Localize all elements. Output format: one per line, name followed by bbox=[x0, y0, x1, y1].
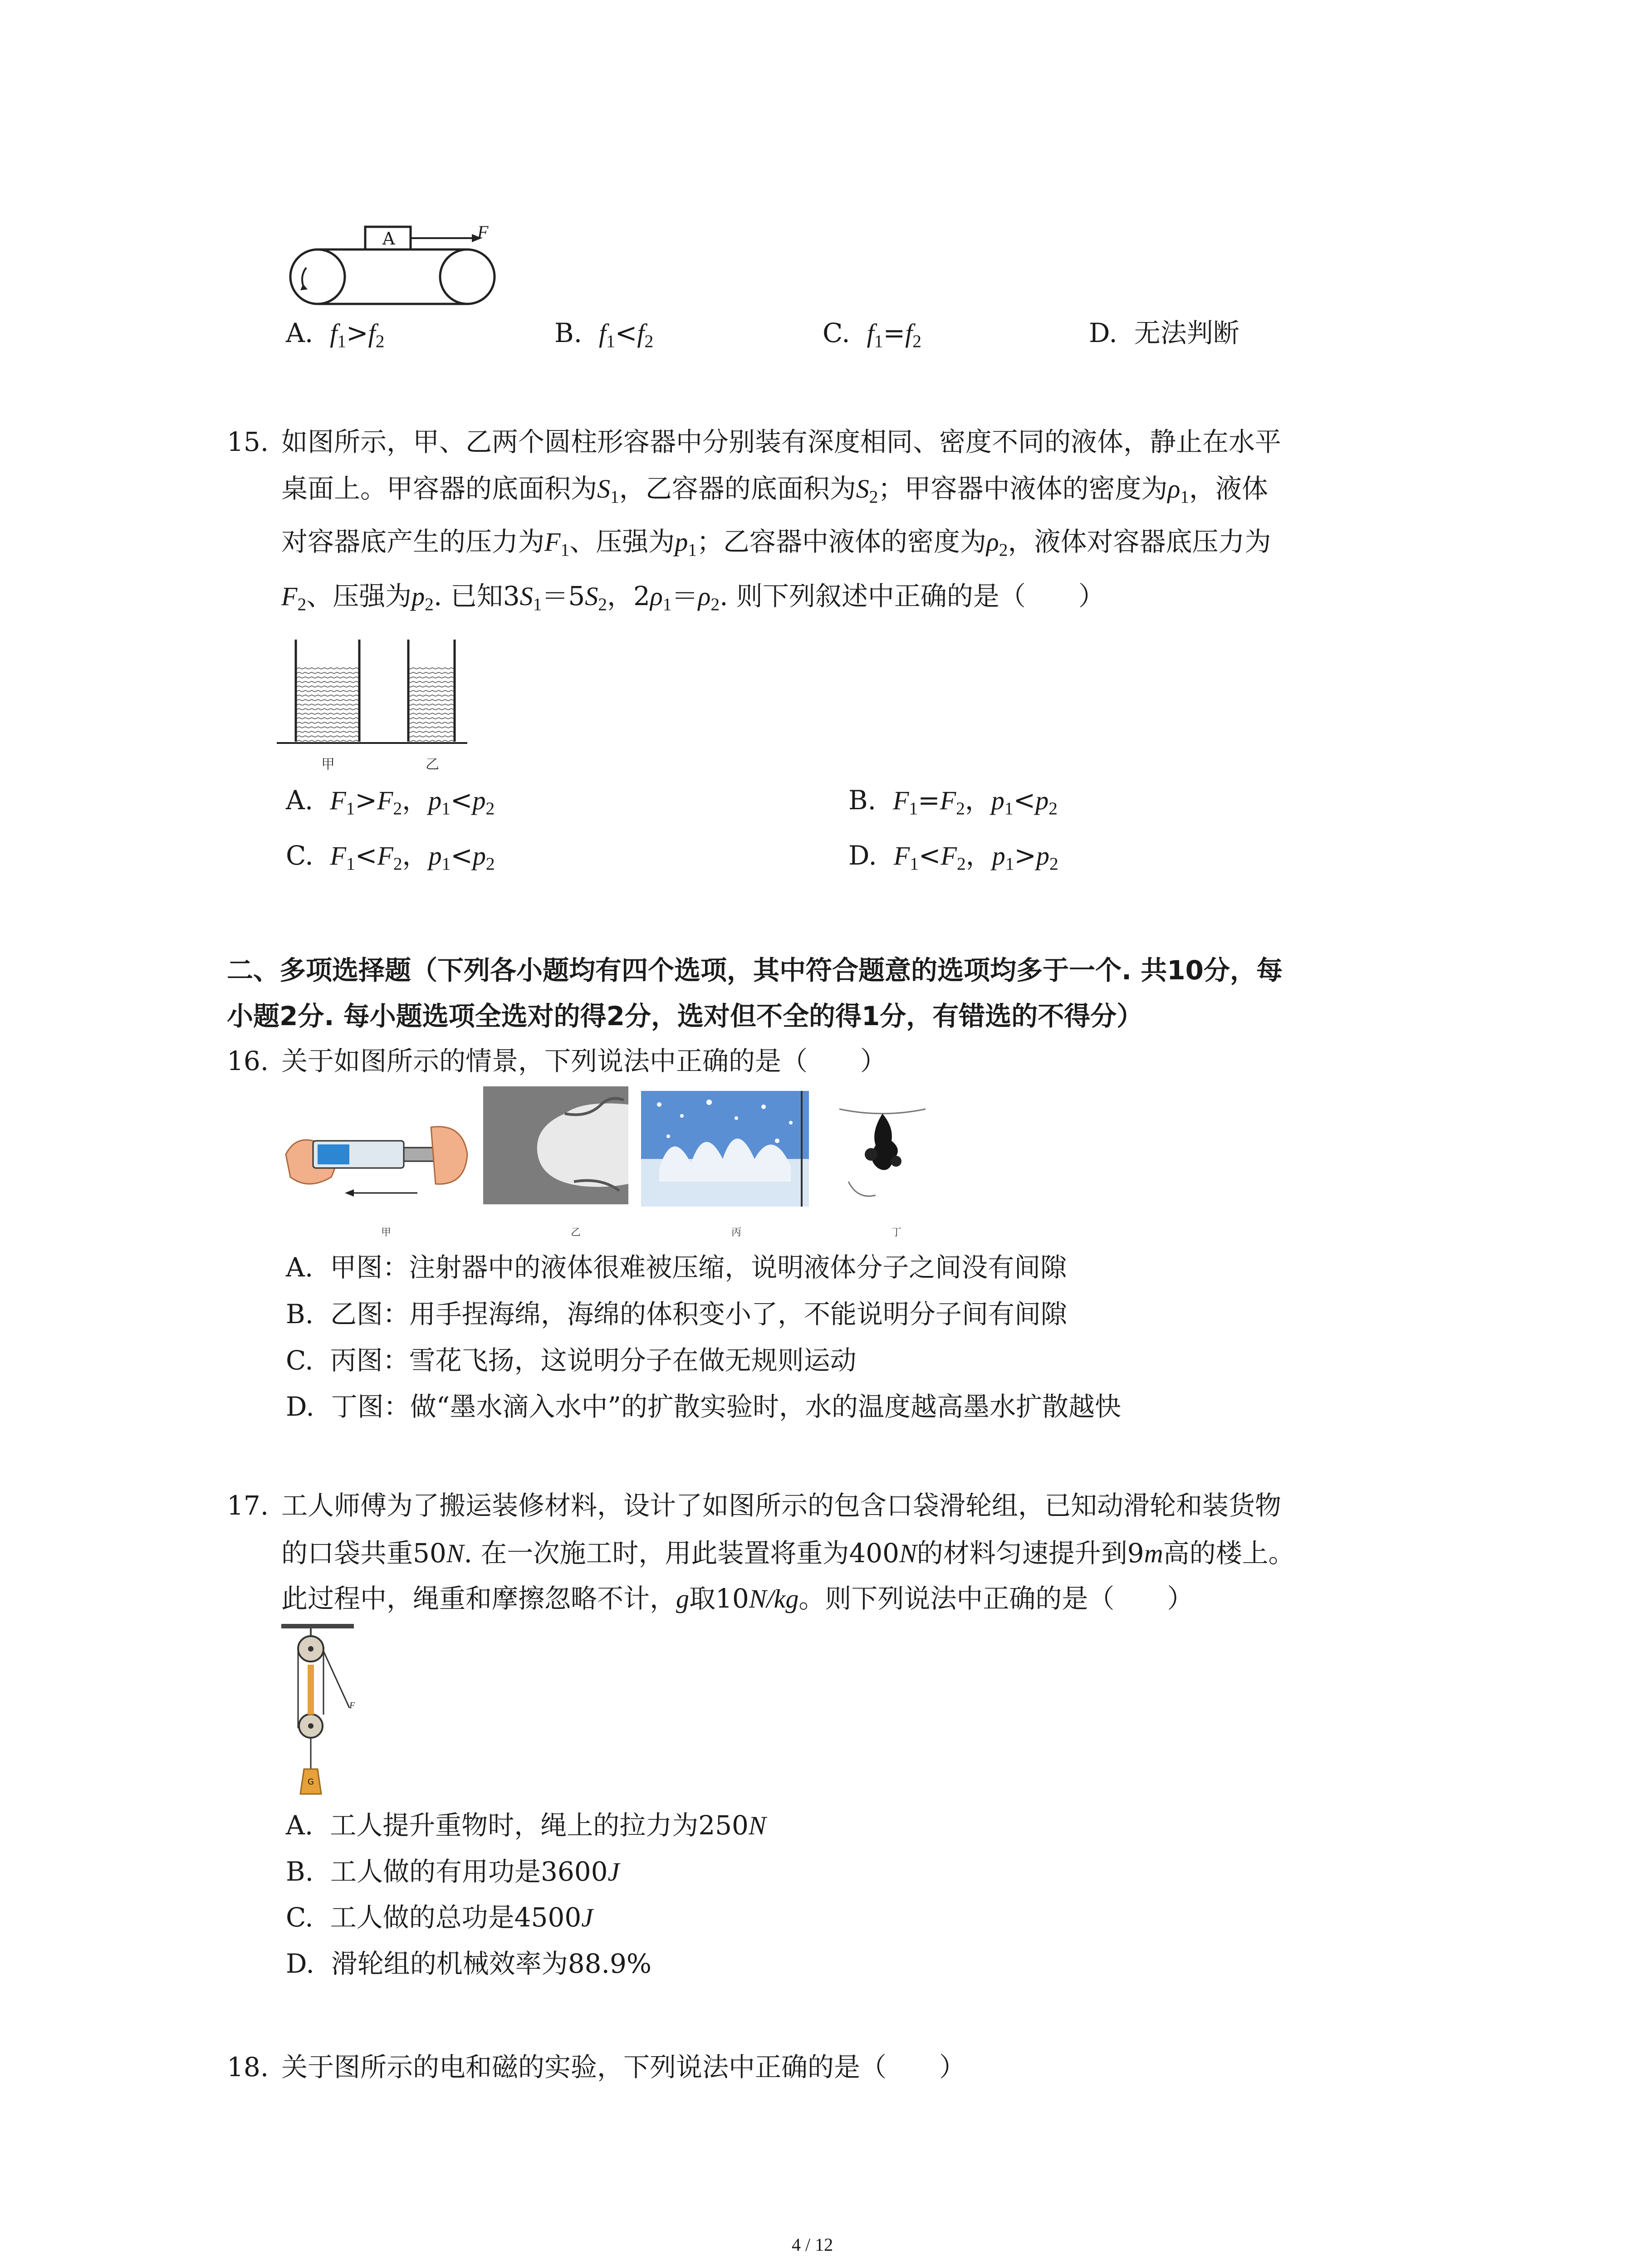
option-letter: C. bbox=[286, 1902, 314, 1933]
option-letter: C. bbox=[823, 318, 850, 348]
section2-heading-line-2: 小题2分. 每小题选项全选对的得2分，选对但不全的得1分，有错选的不得分） bbox=[227, 1001, 1143, 1031]
syringe-image bbox=[281, 1091, 472, 1204]
q16-option-c[interactable]: C. 丙图：雪花飞扬，这说明分子在做无规则运动 bbox=[286, 1345, 857, 1376]
q18-number: 18. bbox=[227, 2052, 269, 2082]
q15-line-4: F2、压强为p2. 已知3S1＝5S2，2ρ1＝ρ2. 则下列叙述中正确的是（ ） bbox=[281, 581, 1105, 615]
container-label-jia: 甲 bbox=[321, 757, 335, 772]
q17-option-c[interactable]: C. 工人做的总功是4500J bbox=[286, 1902, 593, 1933]
q14-option-b[interactable]: B. f1<f2 bbox=[554, 318, 654, 352]
ink-diffusion-image bbox=[830, 1091, 935, 1207]
q16-option-a[interactable]: A. 甲图：注射器中的液体很难被压缩，说明液体分子之间没有间隙 bbox=[286, 1252, 1067, 1283]
q16-stem: 关于如图所示的情景，下列说法中正确的是（ ） bbox=[281, 1046, 887, 1076]
q15-line-2: 桌面上。甲容器的底面积为S1，乙容器的底面积为S2；甲容器中液体的密度为ρ1，液体 bbox=[281, 473, 1269, 507]
option-letter: C. bbox=[286, 1345, 314, 1376]
option-letter: A. bbox=[286, 1810, 314, 1841]
q15-option-d[interactable]: D. F1<F2，p1>p2 bbox=[848, 840, 1058, 874]
q17-option-b[interactable]: B. 工人做的有用功是3600J bbox=[286, 1856, 620, 1887]
option-letter: A. bbox=[286, 1252, 314, 1283]
option-letter: D. bbox=[848, 840, 877, 871]
q17-option-d[interactable]: D. 滑轮组的机械效率为88.9% bbox=[286, 1948, 652, 1979]
fig-label-yi: 乙 bbox=[571, 1227, 581, 1238]
fig-label-bing: 丙 bbox=[731, 1227, 742, 1238]
force-f-label: F bbox=[477, 222, 489, 242]
q16-number: 16. bbox=[227, 1046, 269, 1076]
q14-option-c[interactable]: C. f1=f2 bbox=[823, 318, 921, 352]
q16-option-b[interactable]: B. 乙图：用手捏海绵，海绵的体积变小了，不能说明分子间有间隙 bbox=[286, 1299, 1067, 1330]
q15-option-a[interactable]: A. F1>F2，p1<p2 bbox=[286, 785, 495, 819]
pulley-weight-label: G bbox=[308, 1777, 314, 1787]
option-letter: C. bbox=[286, 840, 314, 871]
q17-line-1: 工人师傅为了搬运装修材料，设计了如图所示的包含口袋滑轮组，已知动滑轮和装货物 bbox=[281, 1490, 1282, 1521]
q17-option-a[interactable]: A. 工人提升重物时，绳上的拉力为250N bbox=[286, 1810, 766, 1841]
containers-figure bbox=[277, 635, 467, 748]
q18-stem: 关于图所示的电和磁的实验，下列说法中正确的是（ ） bbox=[281, 2052, 966, 2082]
pulley-force-label: F bbox=[349, 1701, 355, 1711]
option-letter: D. bbox=[286, 1391, 314, 1422]
fig-label-ding: 丁 bbox=[892, 1227, 902, 1238]
option-letter: B. bbox=[286, 1856, 314, 1887]
q15-option-b[interactable]: B. F1=F2，p1<p2 bbox=[848, 785, 1058, 819]
q15-option-c[interactable]: C. F1<F2，p1<p2 bbox=[286, 840, 495, 874]
q17-line-3: 此过程中，绳重和摩擦忽略不计，g取10N/kg。则下列说法中正确的是（ ） bbox=[281, 1583, 1194, 1614]
container-label-yi: 乙 bbox=[426, 757, 439, 772]
q15-line-1: 如图所示，甲、乙两个圆柱形容器中分别装有深度相同、密度不同的液体，静止在水平 bbox=[281, 426, 1282, 457]
option-letter: B. bbox=[848, 785, 877, 816]
page-number: 4 / 12 bbox=[792, 2234, 833, 2255]
option-letter: B. bbox=[286, 1299, 314, 1330]
sponge-image bbox=[483, 1086, 628, 1204]
section2-heading-line-1: 二、多项选择题（下列各小题均有四个选项，其中符合题意的选项均多于一个. 共10分，每 bbox=[227, 955, 1283, 986]
option-letter: A. bbox=[286, 318, 314, 348]
q15-number: 15. bbox=[227, 426, 269, 457]
q16-option-d[interactable]: D. 丁图：做“墨水滴入水中”的扩散实验时，水的温度越高墨水扩散越快 bbox=[286, 1391, 1122, 1422]
pulley-system-figure bbox=[277, 1624, 367, 1805]
block-a-label: A bbox=[382, 229, 395, 249]
snow-image bbox=[641, 1091, 809, 1207]
option-letter: D. bbox=[1089, 318, 1117, 348]
option-letter: B. bbox=[554, 318, 583, 348]
option-letter: A. bbox=[286, 785, 314, 816]
q15-line-3: 对容器底产生的压力为F1、压强为p1；乙容器中液体的密度为ρ2，液体对容器底压力为 bbox=[281, 526, 1271, 560]
option-letter: D. bbox=[286, 1948, 314, 1979]
q14-option-d[interactable]: D. 无法判断 bbox=[1089, 318, 1239, 348]
q14-option-a[interactable]: A. f1>f2 bbox=[286, 318, 385, 352]
fig-label-jia: 甲 bbox=[381, 1227, 392, 1238]
q17-line-2: 的口袋共重50N. 在一次施工时，用此装置将重为400N的材料匀速提升到9m高的楼上。 bbox=[281, 1538, 1295, 1569]
q17-number: 17. bbox=[227, 1490, 269, 1521]
